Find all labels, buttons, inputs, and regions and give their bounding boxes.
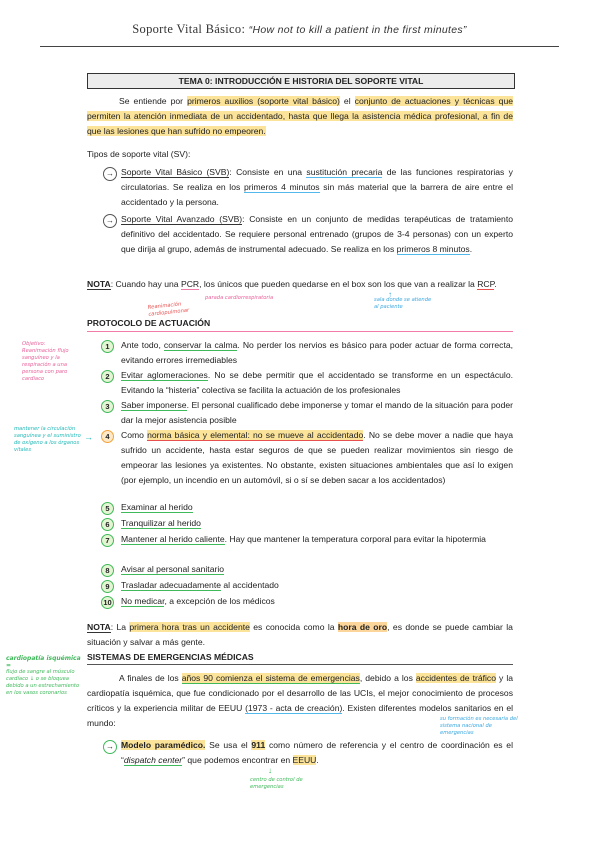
- model-text: Se usa el: [205, 740, 252, 750]
- header-subtitle: “How not to kill a patient in the first minutes”: [248, 24, 467, 36]
- arrow-down-icon: ↓: [268, 766, 272, 775]
- step-number-badge: 4: [101, 430, 114, 443]
- arrow-right-icon: →: [84, 432, 93, 442]
- section-title-protocol: PROTOCOLO DE ACTUACIÓN: [87, 318, 211, 328]
- step-text: . No perder los nervios es básico para poder actuar de forma correcta, evitando errores irremediables: [121, 340, 513, 365]
- section-title-ems: SISTEMAS DE EMERGENCIAS MÉDICAS: [87, 652, 254, 662]
- note-text: , es donde se puede cambiar la situación y salvar a más gente.: [87, 622, 513, 647]
- step-key-action: conservar la calma: [163, 340, 238, 350]
- header-title: Soporte Vital Básico:: [132, 22, 246, 36]
- intro-highlight-first-aid: primeros auxilios (soporte vital básico): [187, 96, 340, 106]
- handwritten-cardio-text: flujo de sangre al músculo cardíaco ↓ o se bloquea debido a un estrechamiento en los vasos coronarios: [6, 669, 80, 696]
- types-label: Tipos de soporte vital (SV):: [87, 149, 191, 159]
- sva-text: .: [469, 244, 473, 254]
- intro-text: el: [339, 96, 355, 106]
- model-text: como número de referencia y el centro de coordinación es el “: [121, 740, 513, 765]
- svb-highlight-minutes: primeros 4 minutos: [243, 182, 320, 192]
- ems-text: y la cardiopatía isquémica, que fue condicionado por el desarrollo de las UCIs, el mejor conocimiento de procesos críticos y la experiencia militar de EEUU: [87, 673, 514, 713]
- ems-highlight-1973: (1973 - acta de creación): [245, 703, 343, 713]
- note-text: es conocida como la: [249, 622, 338, 632]
- step-key-action: Mantener al herido caliente: [121, 534, 225, 544]
- step-number-badge: 7: [101, 534, 114, 547]
- step-key-action: Examinar al herido: [121, 502, 193, 512]
- note-pcr-term: PCR: [180, 279, 200, 289]
- intro-paragraph: [87, 94, 513, 139]
- model-text: ” que podemos encontrar en: [182, 755, 293, 765]
- note-label: NOTA: [87, 622, 111, 632]
- svb-text: : Consiste en una: [229, 167, 307, 177]
- handwritten-box-note: sala donde se atiende al paciente: [374, 297, 432, 310]
- step-text: , a excepción de los médicos: [164, 596, 275, 606]
- sva-highlight-minutes: primeros 8 minutos: [396, 244, 470, 254]
- svb-text: de las funciones respiratorias y circulatorias. Se realiza en los: [121, 167, 513, 192]
- model-eeuu: EEUU: [292, 755, 317, 765]
- step-number-badge: 5: [101, 502, 114, 515]
- step-key-action: Trasladar adecuadamente: [121, 580, 222, 590]
- note-highlight: primera hora tras un accidente: [129, 622, 250, 632]
- handwritten-paro: parada cardiorrespiratoria: [205, 295, 274, 301]
- note-text: .: [494, 279, 497, 289]
- model-name: Modelo paramédico.: [121, 740, 206, 750]
- ems-highlight-start: años 90 comienza el sistema de emergencias: [181, 673, 360, 683]
- note-rcp-term: RCP: [477, 279, 495, 289]
- topic-title-box: TEMA 0: INTRODUCCIÓN E HISTORIA DEL SOPORTE VITAL: [87, 73, 515, 89]
- ems-text: , debido a los: [359, 673, 416, 683]
- step-number-badge: 10: [101, 596, 114, 609]
- handwritten-objective: [22, 341, 82, 383]
- intro-highlight-definition: conjunto de actuaciones y técnicas que permiten la atención inmediata de un accidentado, hasta que llega la asistencia médica profesional, a fin de que las lesiones que han sufrido no empeoren.: [87, 96, 513, 136]
- protocol-step: [121, 398, 513, 428]
- sva-item: [121, 212, 513, 257]
- protocol-step: [121, 516, 201, 531]
- step-text: . Hay que mantener la temperatura corporal para evitar la hipotermia: [224, 534, 486, 544]
- arrow-bullet-icon: →: [103, 214, 117, 228]
- ems-text: A finales de los: [119, 673, 182, 683]
- step-number-badge: 8: [101, 564, 114, 577]
- protocol-step: [121, 428, 513, 488]
- step-key-action: norma básica y elemental: no se mueve al accidentado: [147, 430, 364, 440]
- step-text: . No se debe permitir que el accidentado se transforme en un espectáculo. Evitando la “histeria” colectiva se facilita la actuación de los profesionales: [121, 370, 513, 395]
- step-text: al accidentado: [221, 580, 279, 590]
- protocol-step: [121, 562, 224, 577]
- protocol-step: [121, 500, 193, 515]
- sva-text: : Consiste en un conjunto de medidas terapéuticas de tratamiento definitivo del accidentado. Se requiere personal entrenado (grupos de 3-4 personas) con un experto que dirija al grupo, además de instrumental adecuado. Se realiza en los: [121, 214, 513, 254]
- step-number-badge: 1: [101, 340, 114, 353]
- protocol-step: [121, 338, 513, 368]
- note-text: : Cuando hay una: [110, 279, 181, 289]
- step-key-action: Tranquilizar al herido: [121, 518, 201, 528]
- note-golden-hour-term: hora de oro: [337, 622, 388, 632]
- protocol-step: [121, 368, 513, 398]
- handwritten-mantener: mantener la circulación sanguínea y el suministro de oxígeno a los órganos vitales: [14, 426, 81, 453]
- handwritten-objective-title: Objetivo:: [22, 341, 46, 347]
- protocol-step: [121, 532, 513, 547]
- handwritten-objective-text: Reanimación flujo sanguíneo y la respiración a una persona con paro cardiaco: [22, 348, 69, 382]
- header-divider: [40, 46, 559, 47]
- arrow-bullet-icon: →: [103, 740, 117, 754]
- step-text: . El personal cualificado debe imponerse y tomar el mando de la situación para poder dar la mejor asistencia posible: [121, 400, 513, 425]
- section-divider: [87, 664, 513, 665]
- step-number-badge: 9: [101, 580, 114, 593]
- note-text: , los únicos que pueden quedarse en el box son los que van a realizar la: [199, 279, 478, 289]
- step-key-action: Saber imponerse: [121, 400, 187, 410]
- step-number-badge: 3: [101, 400, 114, 413]
- handwritten-cardio-title: cardiopatía isquémica =: [6, 655, 81, 669]
- step-number-badge: 6: [101, 518, 114, 531]
- section-divider: [87, 331, 513, 332]
- note-golden-hour: [87, 620, 513, 650]
- model-paramedico: [121, 738, 513, 768]
- step-text: Como: [121, 430, 148, 440]
- note-pcr: [87, 277, 513, 292]
- protocol-step: [121, 578, 279, 593]
- ems-highlight-traffic: accidentes de tráfico: [415, 673, 496, 683]
- svb-highlight: sustitución precaria: [306, 167, 383, 177]
- svb-text: sin más material que la barrera de aire entre el accidentado y la persona.: [121, 182, 513, 207]
- step-key-action: Evitar aglomeraciones: [121, 370, 208, 380]
- model-dispatch-center: dispatch center: [123, 755, 183, 765]
- sva-name: Soporte Vital Avanzado (SVB): [121, 214, 243, 224]
- ems-text: . Existen diferentes modelos sanitarios en el mundo:: [87, 703, 514, 728]
- protocol-step: [121, 594, 275, 609]
- step-text: Ante todo,: [121, 340, 164, 350]
- handwritten-formacion: su formación es necesaria del sistema nacional de emergencias: [440, 716, 518, 736]
- step-text: . No se debe mover a nadie que haya sufrido un accidente, hasta estar seguros de que se pueden realizar movimientos sin riesgo de empeorar las lesiones ya existentes. No obstante, existen situaciones ambientales que así lo exigen (por ejemplo, un incendio en un automóvil, si o sí se deben sacar a los accidentados): [121, 430, 514, 485]
- svb-name: Soporte Vital Básico (SVB): [121, 167, 230, 177]
- arrow-up-icon: ↑: [388, 290, 392, 299]
- step-number-badge: 2: [101, 370, 114, 383]
- model-911: 911: [251, 740, 266, 750]
- handwritten-reanimacion: Reanimación cardiopulmonar: [147, 301, 190, 318]
- svb-item: [121, 165, 513, 210]
- note-label: NOTA: [87, 279, 111, 289]
- step-key-action: Avisar al personal sanitario: [121, 564, 225, 574]
- step-key-action: No medicar: [121, 596, 165, 606]
- intro-text: Se entiende por: [119, 96, 188, 106]
- handwritten-cardiopatia: [6, 655, 81, 697]
- document-header: [0, 22, 599, 37]
- model-text: .: [316, 755, 319, 765]
- handwritten-centro: centro de control de emergencias: [250, 777, 303, 790]
- note-text: : La: [110, 622, 130, 632]
- arrow-bullet-icon: →: [103, 167, 117, 181]
